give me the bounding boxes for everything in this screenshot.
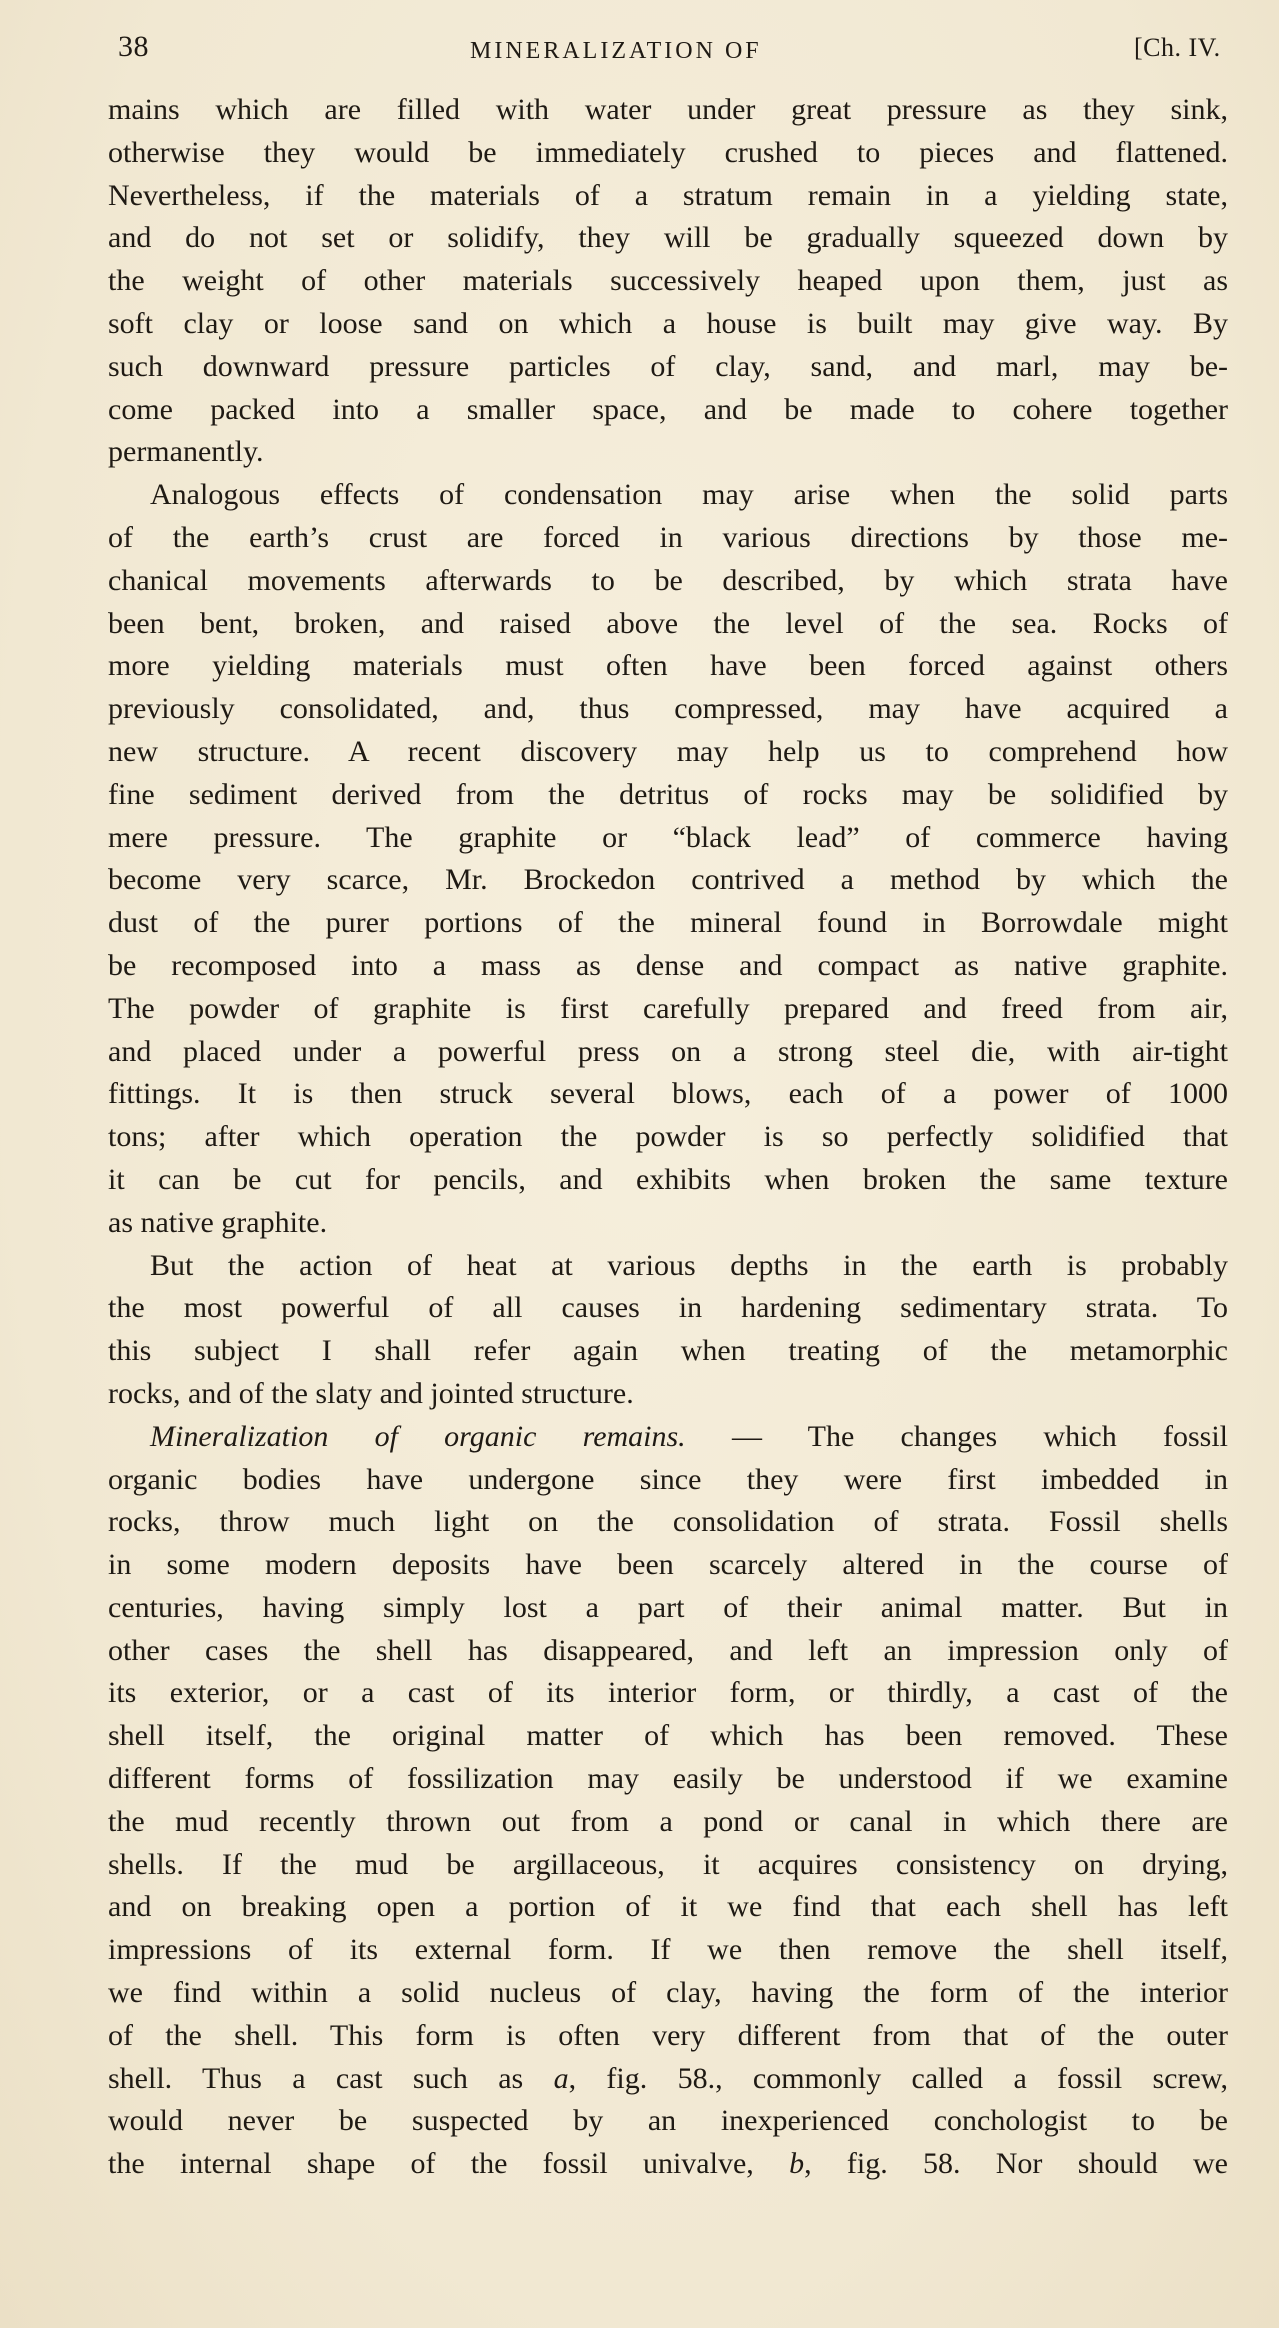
text-line-section-start	[108, 1416, 1228, 1459]
text-line: become very scarce, Mr. Brockedon contrived a method by which the	[108, 863, 1228, 897]
text-fragment: , fig. 58., commonly called a fossil screw,	[568, 2061, 1229, 2095]
text-line: rocks, throw much light on the consolidation of strata. Fossil shells	[108, 1505, 1228, 1539]
text-line: rocks, and of the slaty and jointed structure.	[108, 1376, 634, 1410]
page-number: 38	[118, 30, 149, 63]
text-line: the weight of other materials successively heaped upon them, just as	[108, 264, 1228, 298]
text-line: fittings. It is then struck several blows, each of a power of 1000	[108, 1077, 1228, 1111]
text-fragment: shell. Thus a cast such as	[108, 2061, 524, 2095]
figure-label-a: a	[553, 2061, 569, 2095]
text-line: would never be suspected by an inexperienced conchologist to be	[108, 2104, 1228, 2138]
text-line-fig-b	[108, 2143, 1228, 2186]
text-line: been bent, broken, and raised above the level of the sea. Rocks of	[108, 606, 1228, 640]
text-line: such downward pressure particles of clay, sand, and marl, may be-	[108, 349, 1228, 383]
text-line: and on breaking open a portion of it we find that each shell has left	[108, 1890, 1228, 1924]
text-line: as native graphite.	[108, 1205, 328, 1239]
text-line: Analogous effects of condensation may arise when the solid parts	[150, 478, 1228, 512]
text-line: of the shell. This form is often very different from that of the outer	[108, 2018, 1228, 2052]
figure-label-b: b	[789, 2147, 805, 2181]
text-line: it can be cut for pencils, and exhibits when broken the same texture	[108, 1162, 1228, 1196]
text-line: impressions of its external form. If we then remove the shell itself,	[108, 1933, 1228, 1967]
text-line: mere pressure. The graphite or “black lead” of commerce having	[108, 820, 1228, 854]
text-line: organic bodies have undergone since they were first imbedded in	[108, 1462, 1228, 1496]
text-line: dust of the purer portions of the mineral found in Borrowdale might	[108, 906, 1228, 940]
text-line: But the action of heat at various depths in the earth is probably	[150, 1248, 1228, 1282]
text-line: The powder of graphite is first carefully prepared and freed from air,	[108, 991, 1228, 1025]
page-header	[118, 30, 1221, 74]
running-title: MINERALIZATION OF	[470, 38, 762, 64]
text-line: permanently.	[108, 435, 264, 469]
text-line: shells. If the mud be argillaceous, it acquires consistency on drying,	[108, 1847, 1228, 1881]
text-line: we find within a solid nucleus of clay, having the form of the interior	[108, 1976, 1228, 2010]
text-line: and do not set or solidify, they will be gradually squeezed down by	[108, 221, 1228, 255]
text-line: chanical movements afterwards to be described, by which strata have	[108, 563, 1228, 597]
text-line: tons; after which operation the powder is so perfectly solidified that	[108, 1120, 1228, 1154]
text-line: come packed into a smaller space, and be made to cohere together	[108, 392, 1228, 426]
text-line: soft clay or loose sand on which a house is built may give way. By	[108, 306, 1228, 340]
text-fragment: , fig. 58. Nor should we	[804, 2147, 1228, 2181]
text-line: centuries, having simply lost a part of their animal matter. But in	[108, 1590, 1228, 1624]
chapter-reference: [Ch. IV.	[1134, 33, 1221, 62]
text-line-fig-a	[108, 2058, 1228, 2101]
text-line: this subject I shall refer again when treating of the metamorphic	[108, 1334, 1228, 1368]
body-text	[108, 89, 1228, 2186]
text-fragment: — The changes which fossil	[731, 1419, 1229, 1453]
text-line: different forms of fossilization may easily be understood if we examine	[108, 1762, 1228, 1796]
text-line: previously consolidated, and, thus compressed, may have acquired a	[108, 692, 1228, 726]
text-line: Nevertheless, if the materials of a stratum remain in a yielding state,	[108, 178, 1228, 212]
text-line: shell itself, the original matter of which has been removed. These	[108, 1719, 1228, 1753]
text-line: fine sediment derived from the detritus of rocks may be solidified by	[108, 777, 1228, 811]
text-line: more yielding materials must often have been forced against others	[108, 649, 1228, 683]
text-line: mains which are filled with water under great pressure as they sink,	[108, 93, 1228, 126]
text-line: otherwise they would be immediately crushed to pieces and flattened.	[108, 135, 1228, 169]
text-fragment: the internal shape of the fossil univalve,	[108, 2147, 754, 2181]
text-line: and placed under a powerful press on a strong steel die, with air-tight	[108, 1034, 1228, 1068]
text-line: its exterior, or a cast of its interior form, or thirdly, a cast of the	[108, 1676, 1228, 1710]
text-line: in some modern deposits have been scarcely altered in the course of	[108, 1548, 1228, 1582]
text-line: be recomposed into a mass as dense and compact as native graphite.	[108, 948, 1228, 982]
text-line: of the earth’s crust are forced in various directions by those me-	[108, 520, 1228, 554]
section-heading: Mineralization of organic remains.	[150, 1419, 686, 1453]
text-line: other cases the shell has disappeared, and left an impression only of	[108, 1633, 1228, 1667]
text-line: the mud recently thrown out from a pond or canal in which there are	[108, 1804, 1228, 1838]
text-line: new structure. A recent discovery may help us to comprehend how	[108, 734, 1228, 768]
text-line: the most powerful of all causes in hardening sedimentary strata. To	[108, 1291, 1228, 1325]
